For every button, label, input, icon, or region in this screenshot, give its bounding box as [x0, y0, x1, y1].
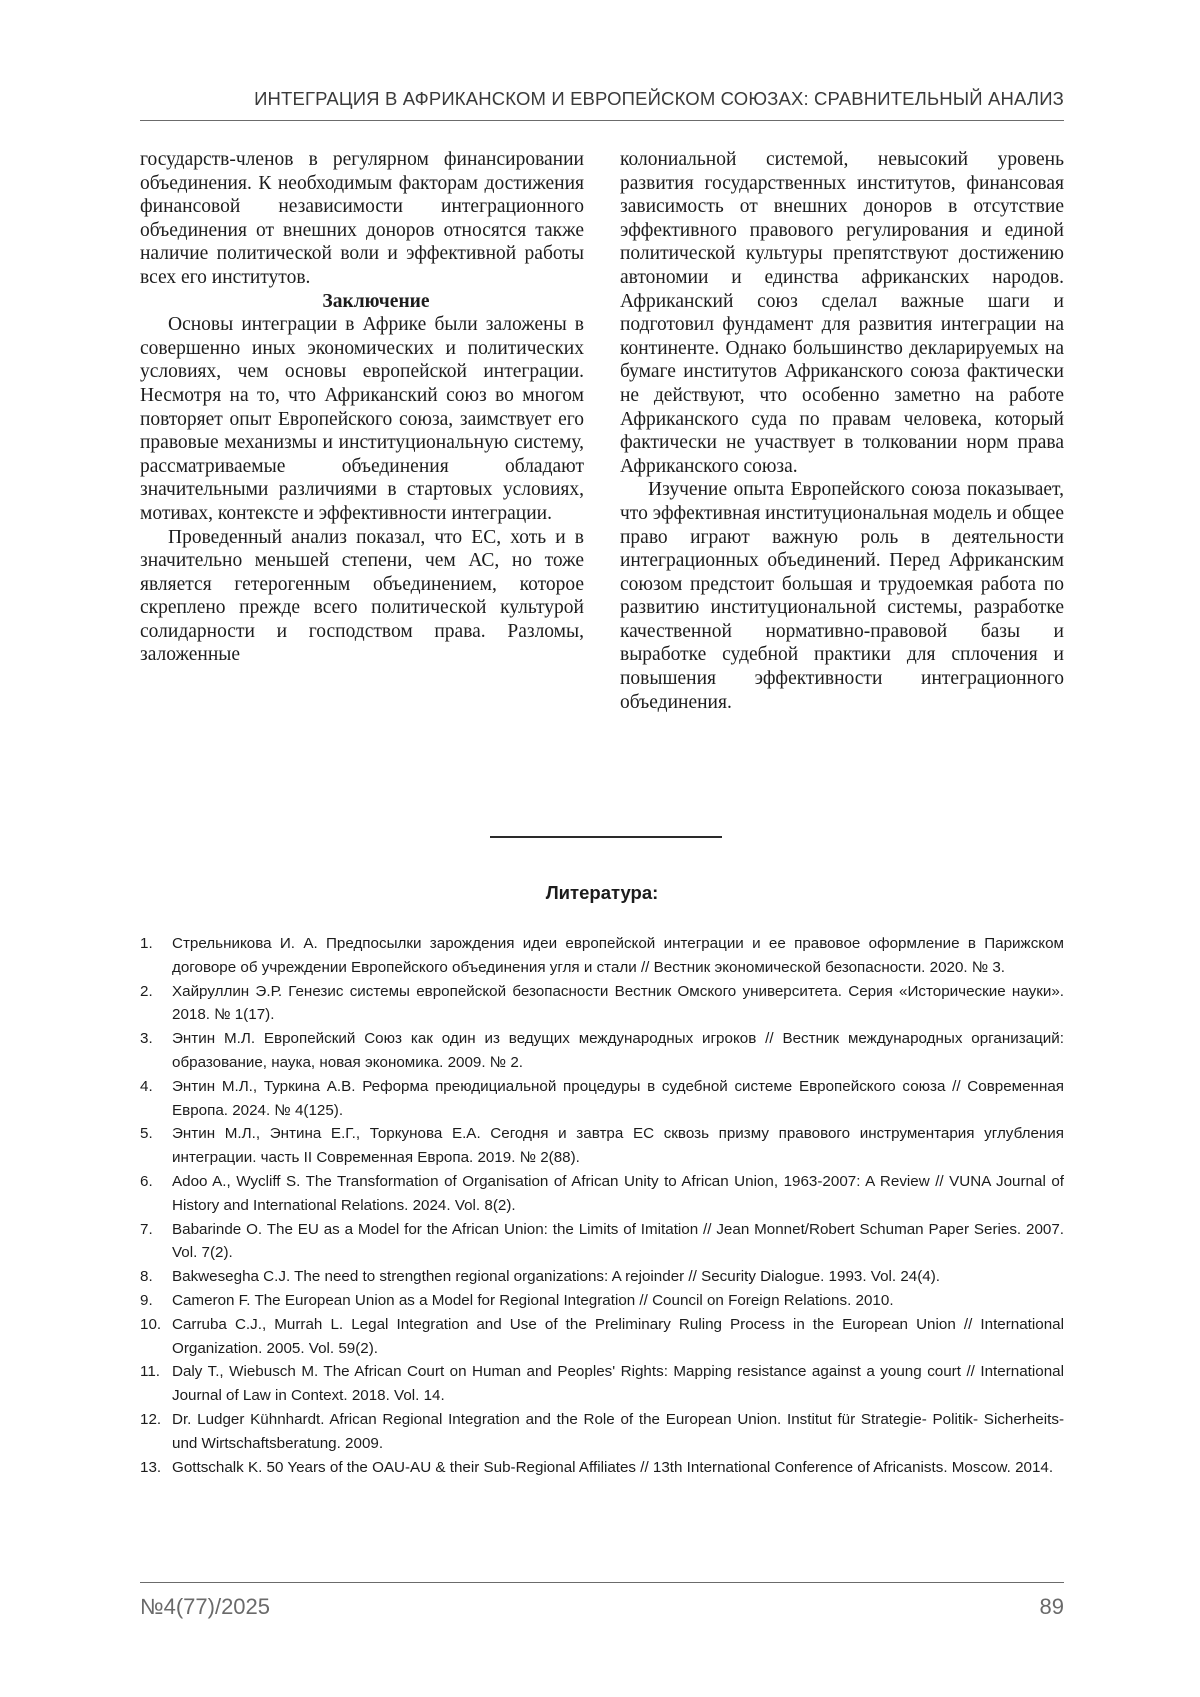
reference-number: 11. — [140, 1363, 160, 1381]
reference-number: 1. — [140, 935, 153, 952]
reference-text: Gottschalk K. 50 Years of the OAU-AU & their Sub-Regional Affiliates // 13th International Conference of Africanists. Moscow. 2014. — [172, 1458, 1054, 1476]
reference-item — [140, 980, 1064, 1028]
reference-text: Энтин М.Л., Энтина Е.Г., Торкунова Е.А. Сегодня и завтра ЕС сквозь призму правового инструментария углубления интеграции. часть II Современная Европа. 2019. № 2(88). — [172, 1125, 1064, 1167]
paragraph: государств-членов в регулярном финансировании объединения. К необходимым факторам достижения финансовой независимости интеграционного объединения от внешних доноров относятся также наличие политической воли и эффективной работы всех его институтов. — [140, 149, 584, 288]
reference-number: 13. — [140, 1458, 162, 1476]
section-heading: Заключение — [322, 290, 430, 312]
running-header: ИНТЕГРАЦИЯ В АФРИКАНСКОМ И ЕВРОПЕЙСКОМ СОЮЗАХ: СРАВНИТЕЛЬНЫЙ АНАЛИЗ — [140, 88, 1064, 121]
reference-text: Daly T., Wiebusch M. The African Court on Human and Peoples' Rights: Mapping resistance against a young court // International Journal of Law in Context. 2018. Vol. 14. — [172, 1363, 1064, 1405]
reference-text: Энтин М.Л., Туркина А.В. Реформа преюдициальной процедуры в судебной системе Европейского союза // Современная Европа. 2024. № 4(125). — [172, 1077, 1064, 1119]
reference-item — [140, 1289, 1064, 1313]
reference-number: 12. — [140, 1410, 162, 1428]
reference-item — [140, 1218, 1064, 1266]
reference-text: Стрельникова И. А. Предпосылки зарождения идеи европейской интеграции и ее правовое оформление в Парижском договоре об учреждении Европейского объединения угля и стали // Вестник экономической безопасности. 2020. № 3. — [172, 935, 1064, 976]
reference-number: 3. — [140, 1030, 153, 1048]
reference-number: 5. — [140, 1125, 153, 1143]
paragraph: Основы интеграции в Африке были заложены в совершенно иных экономических и политических условиях, чем основы европейской интеграции. Несмотря на то, что Африканский союз во многом повторяет опыт Европейского союза, заимствует его правовые механизмы и институциональную систему, рассматриваемые объединения обладают значительными различиями в стартовых условиях, мотивах, контексте и эффективности интеграции. — [140, 314, 584, 524]
paragraph: колониальной системой, невысокий уровень развития государственных институтов, финансовая зависимость от внешних доноров в отсутствие эффективного правового регулирования и единой политической культуры препятствуют достижению автономии и единства африканских народов. Африканский союз сделал важные шаги и подготовил фундамент для развития интеграции на континенте. Однако большинство декларируемых на бумаге институтов Африканского союза фактически не действуют, что особенно заметно на работе Африканского суда по правам человека, который фактически не участвует в толковании норм права Африканского союза. — [620, 149, 1064, 477]
reference-text: Dr. Ludger Kühnhardt. African Regional Integration and the Role of the European Union. Institut für Strategie- Politik- Sicherheits- und Wirtschaftsberatung. 2009. — [172, 1410, 1064, 1452]
references-title: Литература: — [545, 882, 659, 903]
reference-number: 4. — [140, 1077, 153, 1095]
reference-item — [140, 1313, 1064, 1361]
reference-number: 10. — [140, 1315, 162, 1333]
reference-text: Babarinde O. The EU as a Model for the African Union: the Limits of Imitation // Jean Monnet/Robert Schuman Paper Series. 2007. Vol. 7(2). — [172, 1220, 1064, 1262]
reference-item — [140, 1122, 1064, 1170]
issue-number: №4(77)/2025 — [140, 1594, 271, 1619]
reference-item — [140, 1360, 1064, 1408]
reference-item — [140, 1408, 1064, 1456]
reference-text: Carruba C.J., Murrah L. Legal Integration and Use of the Preliminary Ruling Process in the European Union // International Organization. 2005. Vol. 59(2). — [172, 1315, 1064, 1357]
references-list — [140, 932, 1064, 1479]
reference-number: 8. — [140, 1268, 153, 1286]
reference-text: Энтин М.Л. Европейский Союз как один из ведущих международных игроков // Вестник международных организаций: образование, наука, новая экономика. 2009. № 2. — [172, 1030, 1064, 1071]
paragraph: Проведенный анализ показал, что ЕС, хоть и в значительно меньшей степени, чем АС, но тоже является гетерогенным объединением, которое скреплено прежде всего политической культурой солидарности и господством права. Разломы, заложенные — [140, 526, 584, 666]
reference-item — [140, 1265, 1064, 1289]
reference-number: 6. — [140, 1172, 153, 1190]
paragraph: Изучение опыта Европейского союза показывает, что эффективная институциональная модель и общее право играют важную роль в деятельности интеграционных объединений. Перед Африканским союзом предстоит большая и трудоемкая работа по развитию институциональной системы, разработке качественной нормативно-правовой базы и выработке судебной практики для сплочения и повышения эффективности интеграционного объединения. — [620, 479, 1064, 713]
section-divider — [490, 836, 722, 838]
reference-item — [140, 1075, 1064, 1123]
footer-rule — [140, 1582, 1064, 1583]
reference-number: 7. — [140, 1220, 153, 1238]
reference-item — [140, 1027, 1064, 1075]
left-column — [140, 148, 584, 667]
reference-text: Bakwesegha C.J. The need to strengthen regional organizations: A rejoinder // Security Dialogue. 1993. Vol. 24(4). — [172, 1268, 941, 1286]
reference-item — [140, 932, 1064, 980]
reference-text: Adoo A., Wycliff S. The Transformation of Organisation of African Unity to African Union, 1963-2007: A Review // VUNA Journal of History and International Relations. 2024. Vol. 8(2). — [172, 1172, 1064, 1214]
page-number: 89 — [1039, 1594, 1064, 1619]
reference-text: Cameron F. The European Union as a Model for Regional Integration // Council on Foreign Relations. 2010. — [172, 1291, 894, 1309]
reference-text: Хайруллин Э.Р. Генезис системы европейской безопасности Вестник Омского университета. Серия «Исторические науки». 2018. № 1(17). — [172, 982, 1064, 1024]
reference-number: 9. — [140, 1291, 153, 1309]
reference-item — [140, 1456, 1064, 1480]
reference-item — [140, 1170, 1064, 1218]
reference-number: 2. — [140, 982, 153, 1000]
right-column — [620, 148, 1064, 714]
